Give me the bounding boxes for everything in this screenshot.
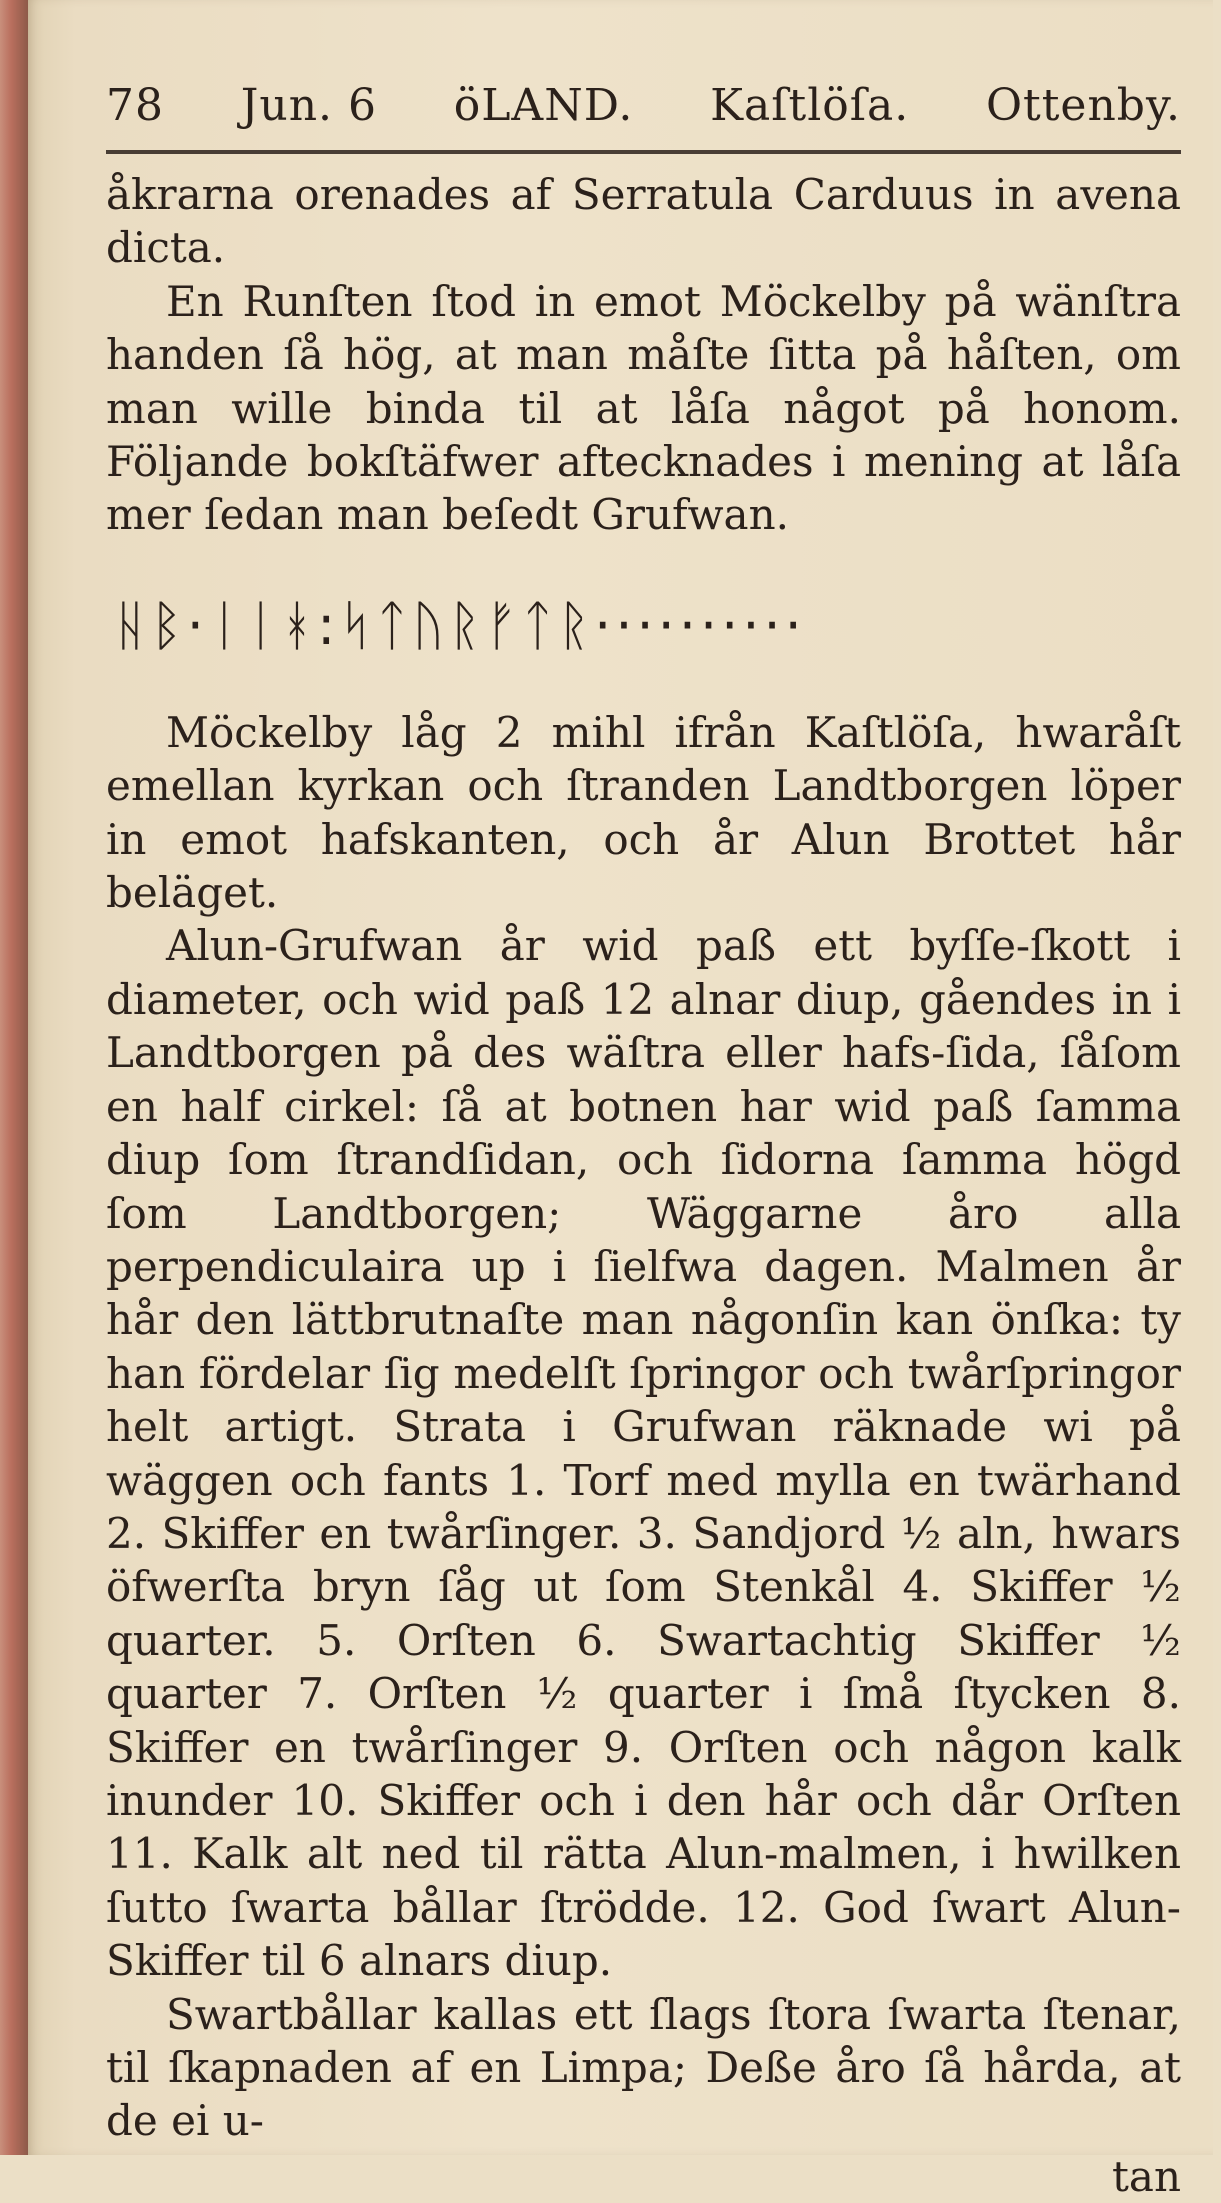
header-date: Jun. 6 [240,80,377,131]
book-binding [0,0,28,2155]
paragraph: Möckelby låg 2 mihl ifrån Kaſtlöſa, hwaråſt emellan kyrkan och ſtranden Landtborgen löper in emot hafskanten, och år Alun Brottet hår beläget. [106,707,1181,918]
header-place-2: Ottenby. [985,80,1181,131]
page-content [106,80,1181,2203]
running-header [106,80,1181,142]
header-place-1: Kaſtlöſa. [710,80,910,131]
page-number: 78 [106,80,164,131]
book-page [28,0,1213,2201]
header-title: öLAND. [453,80,634,131]
rune-inscription: ᚺᛒ·ᛁᛁᚼ:ᛋᛏᚢᚱᚠᛏᚱ·········· [114,593,806,657]
paragraph: En Runſten ſtod in emot Möckelby på wänſtra handen ſå hög, at man måſte ſitta på håſten, om man wille binda til at låſa något på honom. Följande bokſtäfwer aftecknades i mening at låſa mer ſedan man beſedt Grufwan. [106,276,1181,540]
header-rule [106,150,1181,154]
paragraph: Alun-Grufwan år wid paß ett byſſe-ſkott i diameter, och wid paß 12 alnar diup, gåendes in i Landtborgen på des wäſtra eller hafs-ſida, ſåſom en half cirkel: ſå at botnen har wid paß ſamma diup ſom ſtrandſidan, och ſidorna ſamma högd ſom Landtborgen; Wäggarne åro alla perpendiculaira up i ſielfwa dagen. Malmen år hår den lättbrutnaſte man någonſin kan önſka: ty han fördelar ſig medelſt ſpringor och twårſpringor helt artigt. Strata i Grufwan räknade wi på wäggen och fants 1. Torf med mylla en twärhand 2. Skiffer en twårſinger. 3. Sandjord ½ aln, hwars öfwerſta bryn ſåg ut ſom Stenkål 4. Skiffer ½ quarter. 5. Orſten 6. Swartachtig Skiffer ½ quarter 7. Orſten ½ quarter i ſmå ſtycken 8. Skiffer en twårſinger 9. Orſten och någon kalk inunder 10. Skiffer och i den hår och dår Orſten 11. Kalk alt ned til rätta Alun-malmen, i hwilken ſutto ſwarta bållar ſtrödde. 12. God ſwart Alun-Skiffer til 6 alnars diup. [106,921,1181,1986]
paragraph: Swartbållar kallas ett ſlags ſtora ſwarta ſtenar, til ſkapnaden af en Limpa; Deße åro ſå hårda, at de ei u- [106,1989,1181,2146]
paragraph: åkrarna orenades af Serratula Carduus in avena dicta. [106,170,1181,273]
catchword: tan [1112,2151,1181,2201]
